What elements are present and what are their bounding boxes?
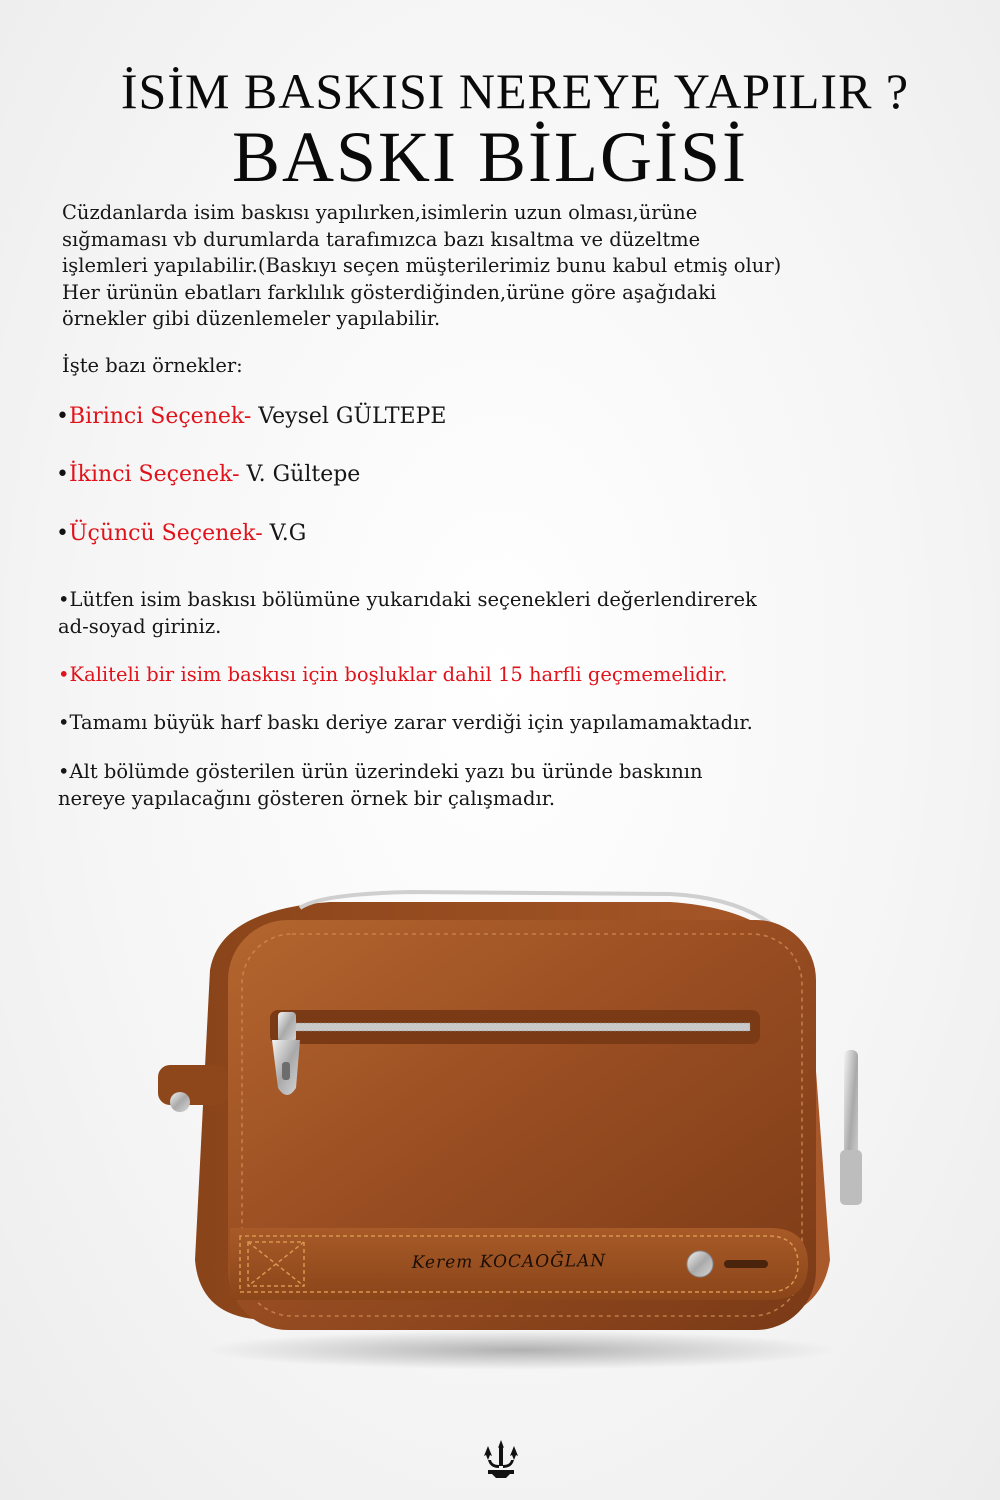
leather-pouch-bag xyxy=(150,880,870,1360)
bullet: • xyxy=(56,521,69,546)
option-value: V.G xyxy=(262,521,307,546)
examples-heading: İşte bazı örnekler: xyxy=(62,354,243,377)
note-line: •Alt bölümde gösterilen ürün üzerindeki yazı bu üründe baskının xyxy=(58,760,703,783)
trident-crown-icon xyxy=(484,1438,518,1478)
note-letter-limit xyxy=(58,661,958,688)
page-title-line2: BASKI BİLGİSİ xyxy=(231,117,748,197)
option-value: V. Gültepe xyxy=(239,462,361,487)
option-label: Birinci Seçenek- xyxy=(68,404,252,429)
note-line: •Kaliteli bir isim baskısı için boşluklar dahil 15 harfli geçmemelidir. xyxy=(58,663,728,686)
note-enter-name xyxy=(58,586,958,640)
note-line: •Lütfen isim baskısı bölümüne yukarıdaki seçenekleri değerlendirerek xyxy=(58,588,757,611)
page-title-line1: İSİM BASKISI NEREYE YAPILIR ? xyxy=(120,63,910,119)
note-uppercase xyxy=(58,709,958,736)
bullet: • xyxy=(56,404,69,429)
intro-line: sığmaması vb durumlarda tarafımızca bazı kısaltma ve düzeltme xyxy=(62,227,701,251)
note-line: ad-soyad giriniz. xyxy=(58,615,222,638)
bullet: • xyxy=(56,462,69,487)
note-line: •Tamamı büyük harf baskı deriye zarar verdiği için yapılamamaktadır. xyxy=(58,711,753,734)
snap-button xyxy=(687,1251,713,1277)
option-value: Veysel GÜLTEPE xyxy=(251,404,447,429)
option-second xyxy=(56,462,360,487)
option-label: İkinci Seçenek- xyxy=(68,462,240,487)
option-third xyxy=(56,521,306,546)
intro-paragraph xyxy=(62,200,962,333)
intro-line: işlemleri yapılabilir.(Baskıyı seçen müşterilerimiz bunu kabul etmiş olur) xyxy=(62,254,782,277)
intro-line: örnekler gibi düzenlemeler yapılabilir. xyxy=(62,307,441,330)
intro-line: Her ürünün ebatları farklılık gösterdiğinden,ürüne göre aşağıdaki xyxy=(62,280,717,304)
option-label: Üçüncü Seçenek- xyxy=(68,521,263,546)
intro-line: Cüzdanlarda isim baskısı yapılırken,isimlerin uzun olması,ürüne xyxy=(62,201,698,224)
option-first xyxy=(56,404,446,429)
printed-name: Kerem KOCAOĞLAN xyxy=(411,1251,607,1273)
note-line: nereye yapılacağını gösteren örnek bir çalışmadır. xyxy=(58,787,556,810)
note-example xyxy=(58,758,958,812)
